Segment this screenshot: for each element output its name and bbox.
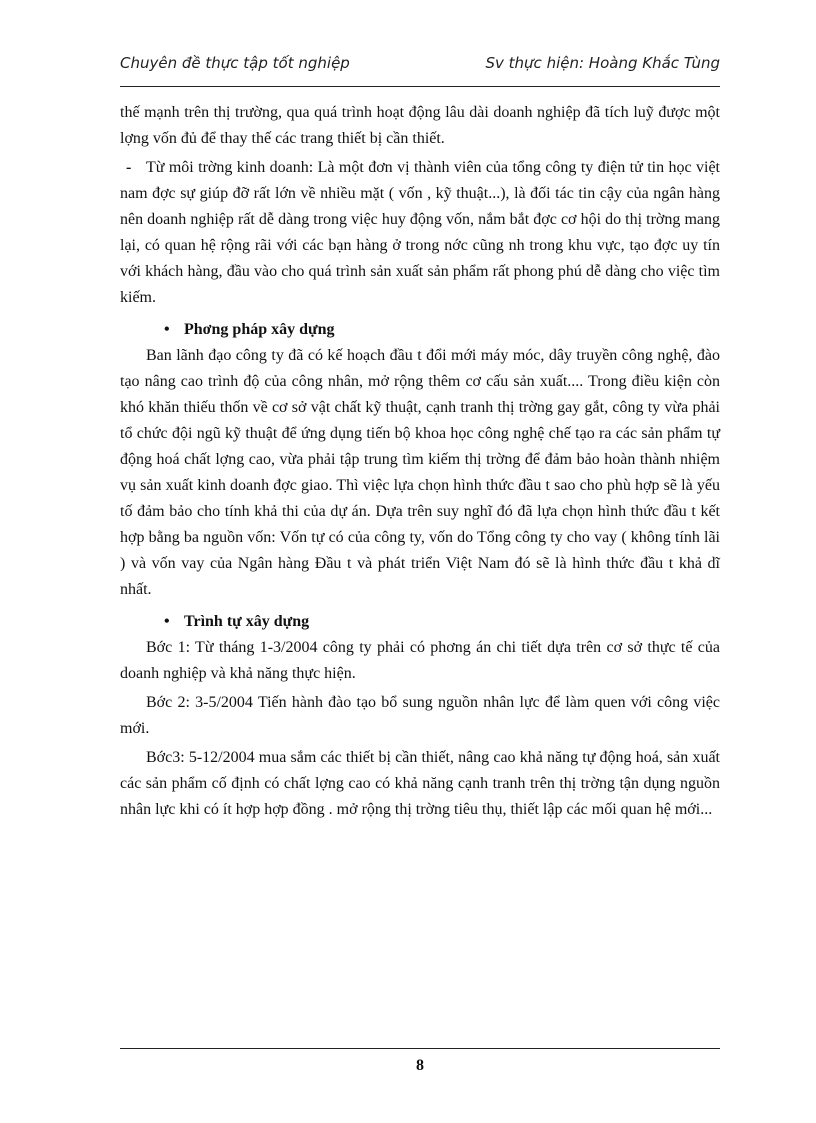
paragraph-step-1: Bớc 1: Từ tháng 1-3/2004 công ty phải có phơng án chi tiết dựa trên cơ sở thực tế của doanh nghiệp và khả năng thực hiện.	[120, 639, 720, 682]
page-footer	[120, 1048, 720, 1075]
paragraph-2-text: Từ môi trờng kinh doanh: Là một đơn vị thành viên của tổng công ty điện tử tin học việt nam đợc sự giúp đỡ rất lớn về nhiều mặt ( vốn , kỹ thuật...), là đối tác tin cậy của ngân hàng nên doanh nghiệp rất dễ dàng trong việc huy động vốn, nắm bắt đợc cơ hội do thị trờng mang lại, có quan hệ rộng rãi với các bạn hàng ở trong nớc cũng nh trong khu vực, tạo đợc uy tín với khách hàng, đầu vào cho quá trình sản xuất sản phẩm rất phong phú dễ dàng cho việc tìm kiếm.	[120, 159, 720, 306]
page-header	[120, 50, 720, 87]
section-heading-sequence-text: Trình tự xây dựng	[184, 613, 310, 630]
paragraph-step-2: Bớc 2: 3-5/2004 Tiến hành đào tạo bổ sung nguồn nhân lực để làm quen với công việc mới.	[120, 694, 720, 737]
header-author: Sv thực hiện: Hoàng Khắc Tùng	[485, 54, 720, 72]
page-body	[120, 100, 720, 823]
paragraph-2	[120, 155, 720, 311]
section-heading-method	[120, 317, 720, 343]
header-title: Chuyên đề thực tập tốt nghiệp	[120, 54, 350, 72]
paragraph-1: thế mạnh trên thị trường, qua quá trình hoạt động lâu dài doanh nghiệp đã tích luỹ được một lợng vốn đủ để thay thế các trang thiết bị cần thiết.	[120, 104, 720, 147]
bullet-icon: •	[164, 613, 170, 630]
paragraph-3: Ban lãnh đạo công ty đã có kế hoạch đầu t đổi mới máy móc, dây truyền công nghệ, đào tạo nâng cao trình độ của công nhân, mở rộng thêm cơ cấu sản xuất.... Trong điều kiện còn khó khăn thiếu thốn về cơ sở vật chất kỹ thuật, cạnh tranh thị trờng gay gắt, công ty vừa phải tổ chức đội ngũ kỹ thuật để ứng dụng tiến bộ khoa học công nghệ chế tạo ra các sản phẩm tự động hoá chất lợng cao, vừa phải tập trung tìm kiếm thị trờng để đảm bảo hoàn thành nhiệm vụ sản xuất kinh doanh đợc giao. Thì việc lựa chọn hình thức đầu t sao cho phù hợp sẽ là yếu tố đảm bảo cho tính khả thi của dự án. Dựa trên suy nghĩ đó đã lựa chọn hình thức đầu t kết hợp bằng ba nguồn vốn: Vốn tự có của công ty, vốn do Tổng công ty cho vay ( không tính lãi ) và vốn vay của Ngân hàng Đầu t và phát triển Việt Nam đó sẽ là hình thức đầu t khả dĩ nhất.	[120, 347, 720, 598]
dash-bullet: -	[126, 159, 132, 176]
section-heading-method-text: Phơng pháp xây dựng	[184, 321, 335, 338]
bullet-icon: •	[164, 321, 170, 338]
section-heading-sequence	[120, 609, 720, 635]
page-number: 8	[416, 1057, 424, 1074]
paragraph-step-3: Bớc3: 5-12/2004 mua sắm các thiết bị cần thiết, nâng cao khả năng tự động hoá, sản xuất các sản phẩm cố định có chất lợng cao có khả năng cạnh tranh trên thị trờng tận dụng nguồn nhân lực khi có ít hợp hợp đồng . mở rộng thị trờng tiêu thụ, thiết lập các mối quan hệ mới...	[120, 749, 720, 818]
